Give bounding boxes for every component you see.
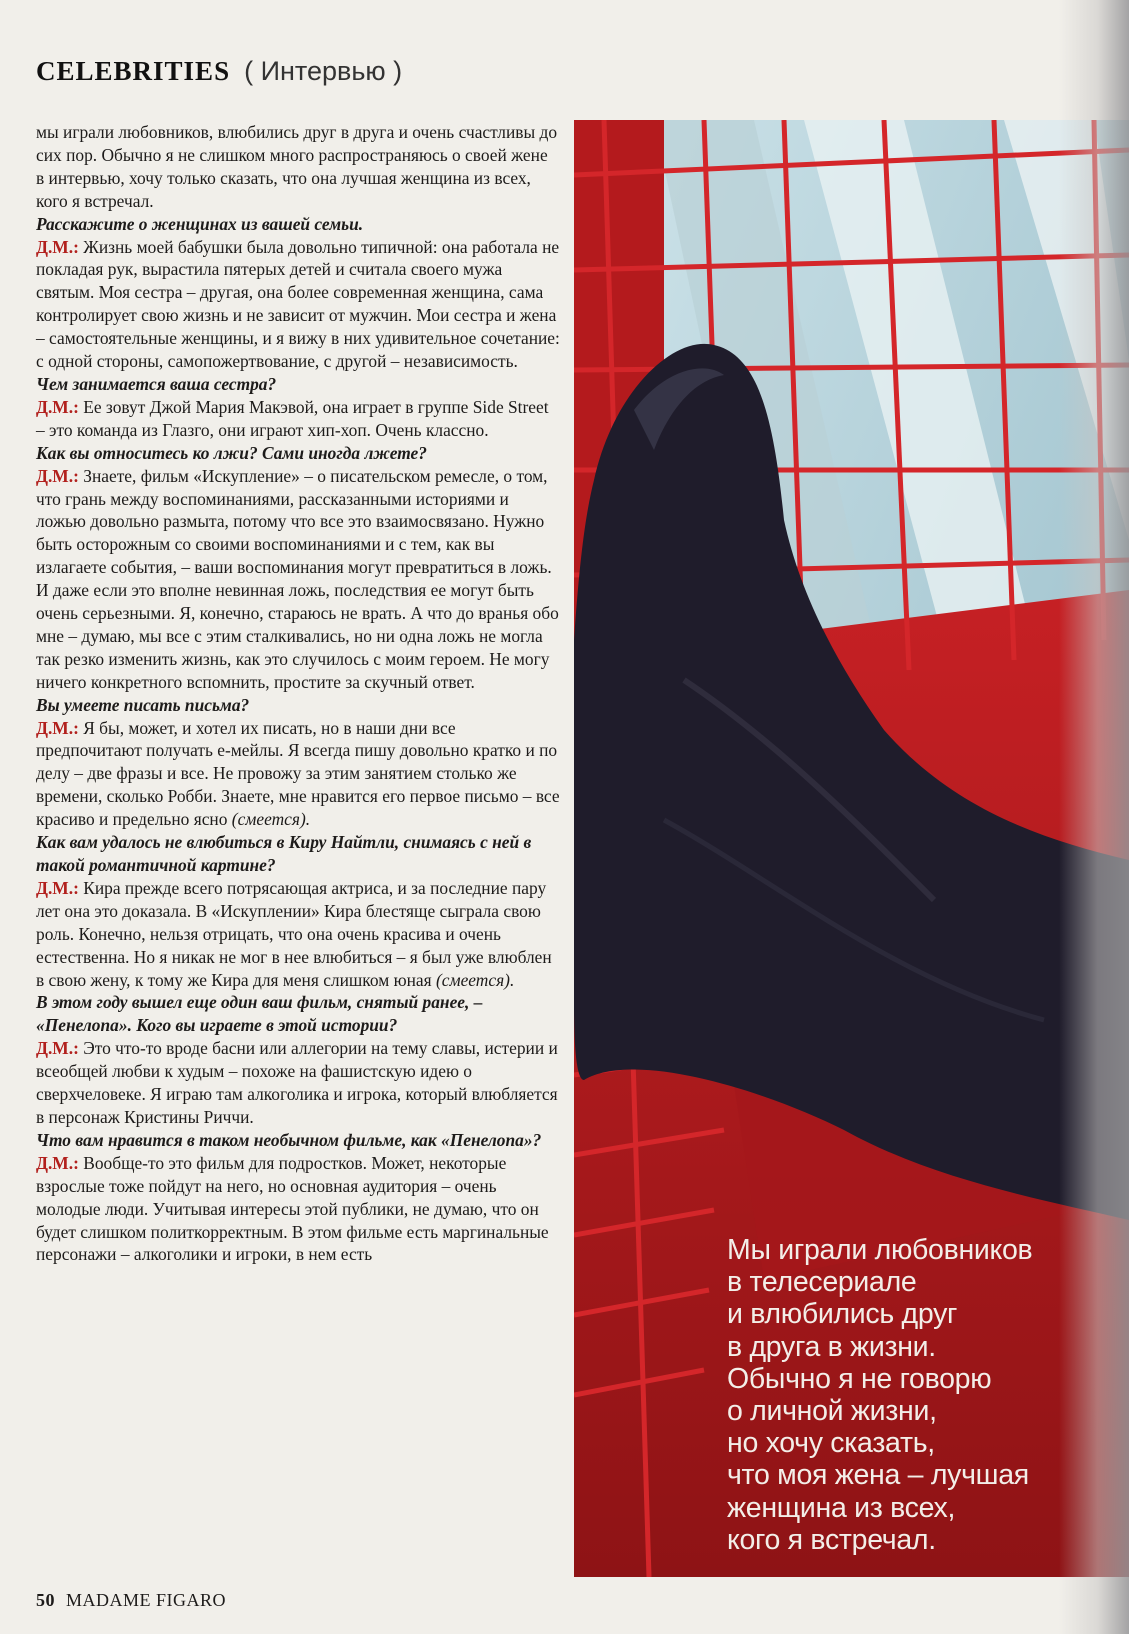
pull-quote-line: о личной жизни, — [727, 1395, 937, 1428]
answer-text: Ее зовут Джой Мария Макэвой, она играет в группе Side Street – это команда из Глазго, они играют хип-хоп. Очень классно. — [36, 396, 549, 440]
answer-text: Вообще-то это фильм для подростков. Может, некоторые взрослые тоже пойдут на него, но основная аудитория – очень молодые люди. Учитывая интересы этой публики, не думаю, что он будет слишком политкорректным. В этом фильме есть маргинальные персонажи – алкоголики и игроки, в нем есть — [36, 1152, 549, 1265]
speaker-label: Д.М.: — [36, 465, 79, 486]
answer-text: Кира прежде всего потрясающая актриса, и за последние пару лет она это доказала. В «Искуплении» Кира блестяще сыграла свою роль. Конечно, нельзя отрицать, что она очень красива и очень естественна. Но я никак не мог в нее влюбиться – я был уже влюблен в свою жену, к тому же Кира для меня слишком юная — [36, 877, 552, 990]
pull-quote-line: в телесериале — [727, 1266, 917, 1299]
speaker-label: Д.М.: — [36, 236, 79, 257]
speaker-label: Д.М.: — [36, 877, 79, 898]
article-body — [36, 121, 560, 1266]
magazine-name: MADAME FIGARO — [66, 1590, 227, 1610]
interview-answer — [36, 1037, 560, 1129]
answer-text: Это что-то вроде басни или аллегории на тему славы, истерии и всеобщей любви к худым – похоже на фашистскую идею о сверхчеловеке. Я играю там алкоголика и игрока, который влюбляется в персонаж Кристины Риччи. — [36, 1038, 558, 1127]
pull-quote-line: но хочу сказать, — [727, 1427, 935, 1460]
section-subtitle: ( Интервью ) — [244, 56, 403, 86]
pull-quote-line: в друга в жизни. — [727, 1330, 936, 1363]
article-paragraph: мы играли любовников, влюбились друг в друга и очень счастливы до сих пор. Обычно я не слишком много распространяюсь о своей жене в интервью, хочу только сказать, что она лучшая женщина из всех, кого я встречал. — [36, 122, 558, 211]
page-header — [36, 56, 402, 87]
page-footer — [36, 1590, 226, 1611]
pull-quote-line: Обычно я не говорю — [727, 1362, 992, 1395]
laugh-note: (смеется). — [435, 969, 515, 990]
speaker-label: Д.М.: — [36, 717, 79, 738]
interview-question: Чем занимается ваша сестра? — [36, 373, 277, 394]
section-title: CELEBRITIES — [36, 56, 231, 86]
answer-text: Я бы, может, и хотел их писать, но в наши дни все предпочитают получать е-мейлы. Я всегда пишу довольно кратко и по делу – две фразы и все. Не провожу за этим занятием столько же времени, сколько Робби. Знаете, мне нравится его первое письмо – все красиво и предельно ясно — [36, 717, 560, 830]
interview-answer — [36, 465, 560, 694]
interview-answer — [36, 1152, 560, 1267]
page-number: 50 — [36, 1590, 55, 1610]
pull-quote-line: Мы играли любовников — [727, 1234, 1033, 1266]
interview-answer — [36, 877, 560, 992]
interview-answer — [36, 236, 560, 373]
pull-quote-line: женщина из всех, — [727, 1491, 956, 1524]
interview-question: Расскажите о женщинах из вашей семьи. — [36, 213, 364, 234]
speaker-label: Д.М.: — [36, 1038, 79, 1059]
pull-quote-line: кого я встречал. — [727, 1523, 936, 1556]
interview-answer — [36, 396, 560, 442]
answer-text: Знаете, фильм «Искупление» – о писательском ремесле, о том, что грань между воспоминаниями, рассказанными историями и ложью довольно размыта, потому что все это взаимосвязано. Нужно быть осторожным со своими воспоминаниями и с тем, как вы излагаете события, – ваши воспоминания могут превратиться в ложь. И даже если это вполне невинная ложь, последствия ее могут быть очень серьезными. Я, конечно, стараюсь не врать. А что до вранья обо мне – думаю, мы все с этим сталкивались, но ни одна ложь не могла так резко изменить жизнь, как это случилось с моим героем. Не могу ничего конкретного вспомнить, простите за скучный ответ. — [36, 465, 559, 692]
speaker-label: Д.М.: — [36, 1152, 79, 1173]
interview-answer — [36, 717, 560, 832]
pull-quote — [727, 1234, 1087, 1556]
pull-quote-line: и влюбились друг — [727, 1298, 958, 1331]
pull-quote-line: что моя жена – лучшая — [727, 1459, 1029, 1492]
interview-question: Как вы относитесь ко лжи? Сами иногда лжете? — [36, 442, 427, 463]
answer-text: Жизнь моей бабушки была довольно типичной: она работала не покладая рук, вырастила пятерых детей и считала своего мужа святым. Моя сестра – другая, она более современная женщина, сама контролирует свою жизнь и не зависит от мужчин. Мои сестра и жена – самостоятельные женщины, и я вижу в них удивительное сочетание: с одной стороны, самопожертвование, с другой – независимость. — [36, 236, 560, 372]
speaker-label: Д.М.: — [36, 396, 79, 417]
interview-question: В этом году вышел еще один ваш фильм, снятый ранее, – «Пенелопа». Кого вы играете в этой истории? — [36, 992, 483, 1036]
interview-question: Что вам нравится в таком необычном фильме, как «Пенелопа»? — [36, 1129, 542, 1150]
interview-question: Вы умеете писать письма? — [36, 694, 250, 715]
laugh-note: (смеется). — [231, 809, 311, 830]
interview-question: Как вам удалось не влюбиться в Киру Найтли, снимаясь с ней в такой романтичной картине? — [36, 832, 532, 875]
